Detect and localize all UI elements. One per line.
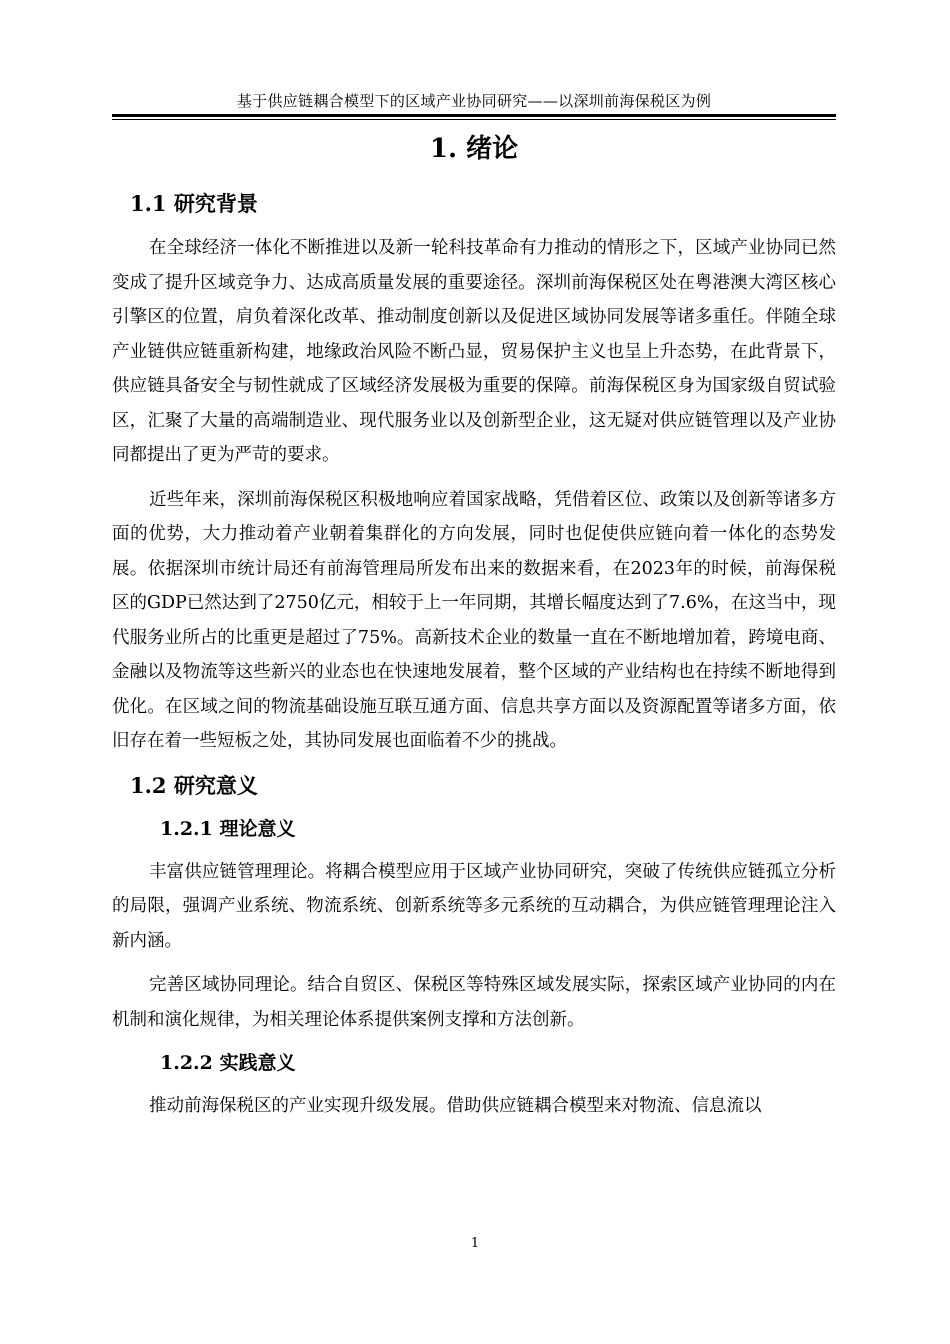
body-paragraph: 在全球经济一体化不断推进以及新一轮科技革命有力推动的情形之下，区域产业协同已然变成了提升区域竞争力、达成高质量发展的重要途径。深圳前海保税区处在粤港澳大湾区核心引擎区的位置，肩负着深化改革、推动制度创新以及促进区域协同发展等诸多重任。伴随全球产业链供应链重新构建，地缘政治风险不断凸显，贸易保护主义也呈上升态势，在此背景下，供应链具备安全与韧性就成了区域经济发展极为重要的保障。前海保税区身为国家级自贸试验区，汇聚了大量的高端制造业、现代服务业以及创新型企业，这无疑对供应链管理以及产业协同都提出了更为严苛的要求。 — [112, 238, 836, 465]
subsection-title-practical-significance: 1.2.2 实践意义 — [160, 1052, 296, 1074]
body-paragraph: 丰富供应链管理理论。将耦合模型应用于区域产业协同研究，突破了传统供应链孤立分析的局限，强调产业系统、物流系统、创新系统等多元系统的互动耦合，为供应链管理理论注入新内涵。 — [112, 861, 836, 951]
body-paragraph: 完善区域协同理论。结合自贸区、保税区等特殊区域发展实际，探索区域产业协同的内在机制和演化规律，为相关理论体系提供案例支撑和方法创新。 — [112, 975, 836, 1030]
header-rule-thin — [112, 119, 836, 120]
page-number: 1 — [470, 1236, 480, 1251]
header-rule — [112, 114, 836, 117]
chapter-title: 1. 绪论 — [429, 134, 519, 164]
running-header: 基于供应链耦合模型下的区域产业协同研究——以深圳前海保税区为例 — [236, 92, 712, 110]
subsection-title-theoretical-significance: 1.2.1 理论意义 — [160, 817, 296, 840]
section-title-research-significance: 1.2 研究意义 — [130, 772, 258, 798]
body-paragraph: 推动前海保税区的产业实现升级发展。借助供应链耦合模型来对物流、信息流以 — [149, 1096, 762, 1116]
page-body — [112, 125, 836, 1124]
section-title-research-background: 1.1 研究背景 — [130, 191, 258, 216]
body-paragraph: 近些年来，深圳前海保税区积极地响应着国家战略，凭借着区位、政策以及创新等诸多方面的优势，大力推动着产业朝着集群化的方向发展，同时也促使供应链向着一体化的态势发展。依据深圳市统计局还有前海管理局所发布出来的数据来看，在2023年的时候，前海保税区的GDP已然达到了2750亿元，相较于上一年同期，其增长幅度达到了7.6%，在这当中，现代服务业所占的比重更是超过了75%。高新技术企业的数量一直在不断地增加着，跨境电商、金融以及物流等这些新兴的业态也在快速地发展着，整个区域的产业结构也在持续不断地得到优化。在区域之间的物流基础设施互联互通方面、信息共享方面以及资源配置等诸多方面，依旧存在着一些短板之处，其协同发展也面临着不少的挑战。 — [112, 489, 836, 751]
